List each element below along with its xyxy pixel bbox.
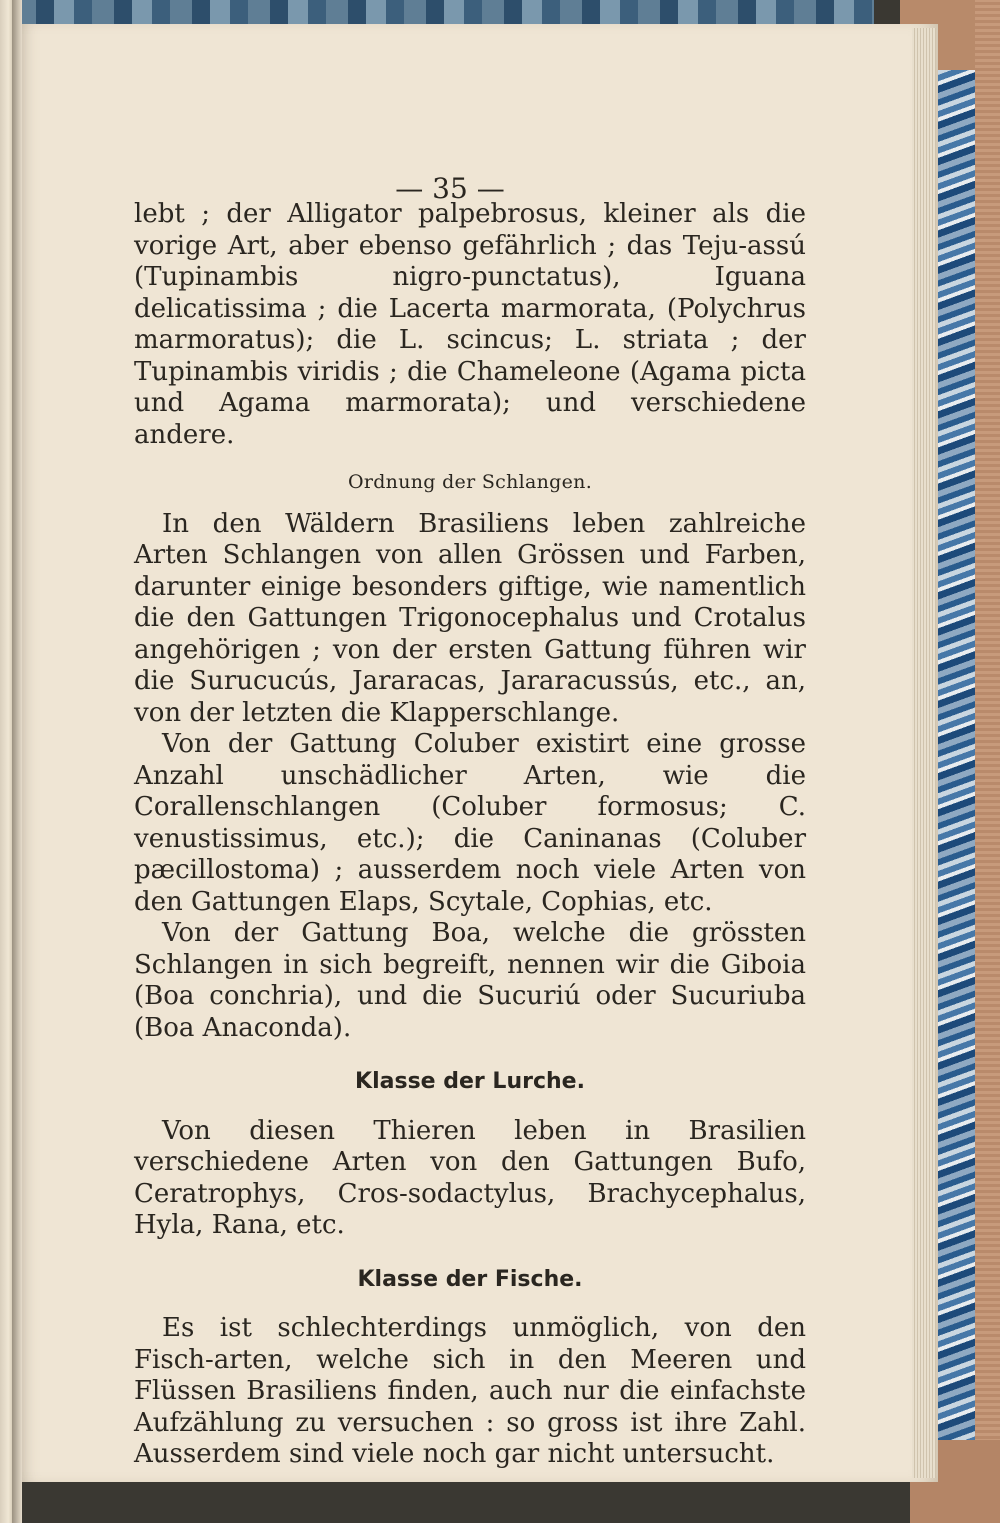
- paragraph-2: In den Wäldern Brasiliens leben zahlreiche Arten Schlangen von allen Grössen und Farben, darunter einige besonders giftige, wie namentlich die den Gattungen Trigonocephalus und Crotalus angehörigen ; von der ersten Gattung führen wir die Surucucús, Jararacas, Jararacussús, etc., an, von der letzten die Klapperschlange.: [134, 508, 806, 728]
- binding-cloth-right: [975, 0, 1000, 1523]
- heading-lurche: Klasse der Lurche.: [355, 1069, 585, 1094]
- book-top-edge: [14, 0, 874, 26]
- gutter-shadow: [12, 0, 22, 1523]
- book-page: [20, 24, 938, 1482]
- paragraph-1: lebt ; der Alligator palpebrosus, kleiner als die vorige Art, aber ebenso gefährlich ; das Teju-assú (Tupinambis nigro-punctatus), Iguana delicatissima ; die Lacerta marmorata, (Polychrus marmoratus); die L. scincus; L. striata ; der Tupinambis viridis ; die Chameleone (Agama picta und Agama marmorata); und verschiedene andere.: [134, 199, 806, 450]
- page-number: — 35 —: [395, 172, 505, 205]
- heading-schlangen: Ordnung der Schlangen.: [347, 471, 593, 493]
- page-block-edges: [912, 28, 936, 1478]
- paragraph-5: Von diesen Thieren leben in Brasilien verschiedene Arten von den Gattungen Bufo, Ceratrophys, Cros-sodactylus, Brachycephalus, Hyla, Rana, etc.: [134, 1115, 806, 1240]
- paragraph-6: Es ist schlechterdings unmöglich, von den Fisch-arten, welche sich in den Meeren und Flüssen Brasiliens finden, auch nur die einfachste Aufzählung zu versuchen : so gross ist ihre Zahl. Ausserdem sind viele noch gar nicht untersucht.: [134, 1313, 806, 1469]
- heading-fische: Klasse der Fische.: [357, 1266, 583, 1292]
- page-body: [134, 199, 806, 1471]
- paragraph-4: Von der Gattung Boa, welche die grössten Schlangen in sich begreift, nennen wir die Giboia (Boa conchria), und die Sucuriú oder Sucuriuba (Boa Anaconda).: [134, 918, 806, 1043]
- paragraph-3: Von der Gattung Coluber existirt eine grosse Anzahl unschädlicher Arten, wie die Corallenschlangen (Coluber formosus; C. venustissimus, etc.); die Caninanas (Coluber pæcillostoma) ; ausserdem noch viele Arten von den Gattungen Elaps, Scytale, Cophias, etc.: [134, 729, 806, 917]
